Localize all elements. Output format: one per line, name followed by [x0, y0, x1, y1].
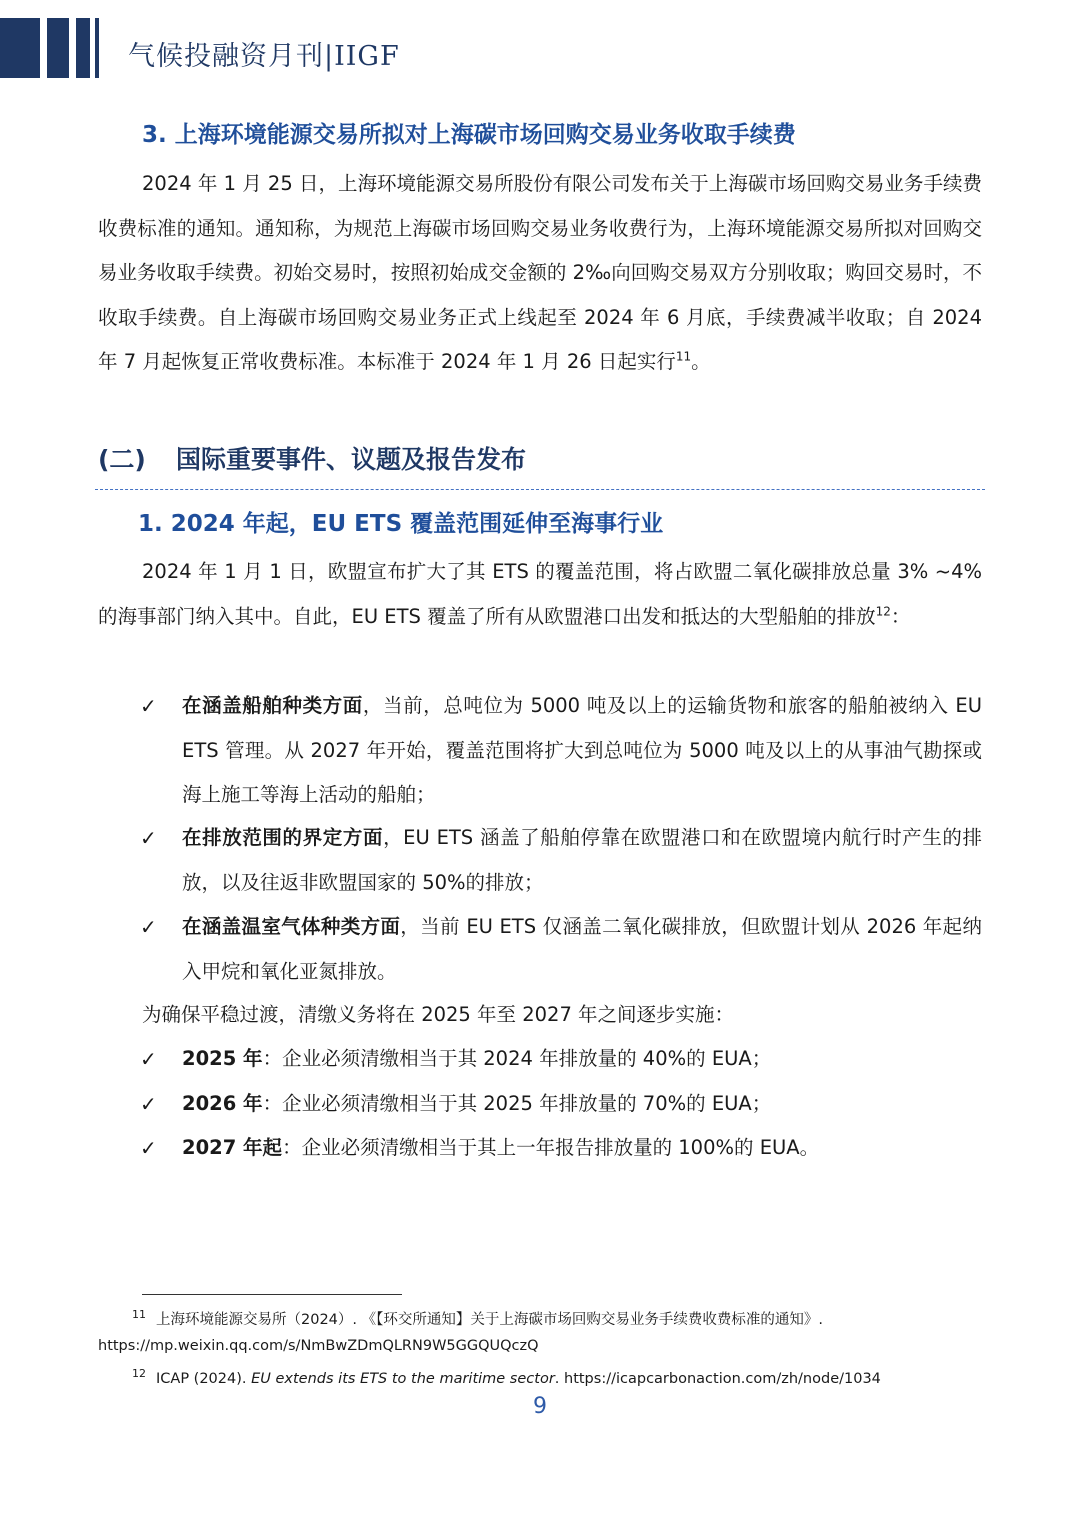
check-icon: ✓ [140, 1136, 157, 1160]
section-heading: 1. 2024 年起，EU ETS 覆盖范围延伸至海事行业 [138, 511, 664, 537]
part-number: (二) [98, 445, 146, 474]
header-bar-decoration [0, 18, 40, 78]
part-heading [98, 440, 526, 476]
part-title: 国际重要事件、议题及报告发布 [176, 445, 527, 474]
section-paragraph [98, 550, 982, 639]
list-item-body: ：企业必须清缴相当于其 2024 年排放量的 40%的 EUA； [262, 1047, 772, 1070]
check-icon: ✓ [140, 826, 157, 850]
list-item-body: ，当前，总吨位为 5000 吨及以上的运输货物和旅客的船舶被纳入 EU ETS 管理。从 2027 年开始，覆盖范围将扩大到总吨位为 5000 吨及以上的从事油气勘探或海上施工等海上活动的船舶； [182, 694, 982, 806]
page-number: 9 [533, 1394, 547, 1419]
check-icon: ✓ [140, 1092, 157, 1116]
header-bar-decoration [76, 18, 90, 78]
footnote-ref[interactable]: 11 [675, 349, 692, 364]
list-item-body: ：企业必须清缴相当于其 2025 年排放量的 70%的 EUA； [262, 1092, 772, 1115]
check-icon: ✓ [140, 1047, 157, 1071]
footnote-link[interactable]: https://mp.weixin.qq.com/s/NmBwZDmQLRN9W5GGQUQczQ [98, 1338, 539, 1354]
footnote-number: 12 [132, 1367, 146, 1380]
list-item-text [182, 684, 982, 818]
list-item-label: 在排放范围的界定方面 [182, 826, 384, 849]
footnote [132, 1304, 823, 1331]
footnote-title: EU extends its ETS to the maritime sector [251, 1370, 555, 1387]
punctuation: 。 [691, 350, 711, 373]
list-item-body: ，EU ETS 涵盖了船舶停靠在欧盟港口和在欧盟境内航行时产生的排放，以及往返非欧盟国家的 50%的排放； [182, 826, 982, 894]
list-item-label: 2027 年起 [182, 1136, 283, 1159]
footnote-link[interactable]: . https://icapcarbonaction.com/zh/node/1034 [554, 1370, 881, 1387]
footnote-number: 11 [132, 1308, 146, 1321]
paragraph-text: 2024 年 1 月 25 日，上海环境能源交易所股份有限公司发布关于上海碳市场回购交易业务手续费收费标准的通知。通知称，为规范上海碳市场回购交易业务收费行为，上海环境能源交易所拟对回购交易业务收取手续费。初始交易时，按照初始成交金额的 2‰向回购交易双方分别收取；购回交易时，不收取手续费。自上海碳市场回购交易业务正式上线起至 2024 年 6 月底，手续费减半收取；自 2024 年 7 月起恢复正常收费标准。本标准于 2024 年 1 月 26 日起实行 [98, 172, 982, 373]
list-item-label: 在涵盖温室气体种类方面 [182, 915, 401, 938]
section-paragraph [98, 162, 982, 385]
footnote-text: 上海环境能源交易所（2024）. 《【环交所通知】关于上海碳市场回购交易业务手续费收费标准的通知》. [156, 1311, 823, 1328]
check-icon: ✓ [140, 694, 157, 718]
journal-title: 气候投融资月刊|IIGF [128, 41, 400, 72]
paragraph-text: 2024 年 1 月 1 日，欧盟宣布扩大了其 ETS 的覆盖范围，将占欧盟二氧化碳排放总量 3% ~4%的海事部门纳入其中。自此，EU ETS 覆盖了所有从欧盟港口出发和抵达的大型船舶的排放 [98, 560, 982, 628]
footnote-text: ICAP (2024). [156, 1370, 252, 1387]
transition-lead: 为确保平稳过渡，清缴义务将在 2025 年至 2027 年之间逐步实施： [142, 1003, 735, 1026]
punctuation: ： [890, 604, 911, 628]
dotted-divider [95, 489, 985, 490]
list-item-body: ：企业必须清缴相当于其上一年报告排放量的 100%的 EUA。 [282, 1136, 820, 1159]
list-item-label: 2026 年 [182, 1092, 263, 1115]
list-item-label: 在涵盖船舶种类方面 [182, 694, 363, 717]
header-bar-decoration [95, 18, 99, 78]
list-item-text [182, 1126, 982, 1171]
section-heading: 3. 上海环境能源交易所拟对上海碳市场回购交易业务收取手续费 [142, 122, 796, 148]
header-bar-decoration [47, 18, 69, 78]
list-item-text [182, 1082, 982, 1127]
check-icon: ✓ [140, 915, 157, 939]
footnote-separator [142, 1294, 402, 1295]
footnote-ref[interactable]: 12 [875, 604, 891, 618]
list-item-text [182, 905, 982, 994]
footnote [132, 1363, 881, 1390]
list-item-label: 2025 年 [182, 1047, 263, 1070]
list-item-text [182, 816, 982, 905]
list-item-body: ，当前 EU ETS 仅涵盖二氧化碳排放，但欧盟计划从 2026 年起纳入甲烷和氧化亚氮排放。 [182, 915, 982, 983]
list-item-text [182, 1037, 982, 1082]
